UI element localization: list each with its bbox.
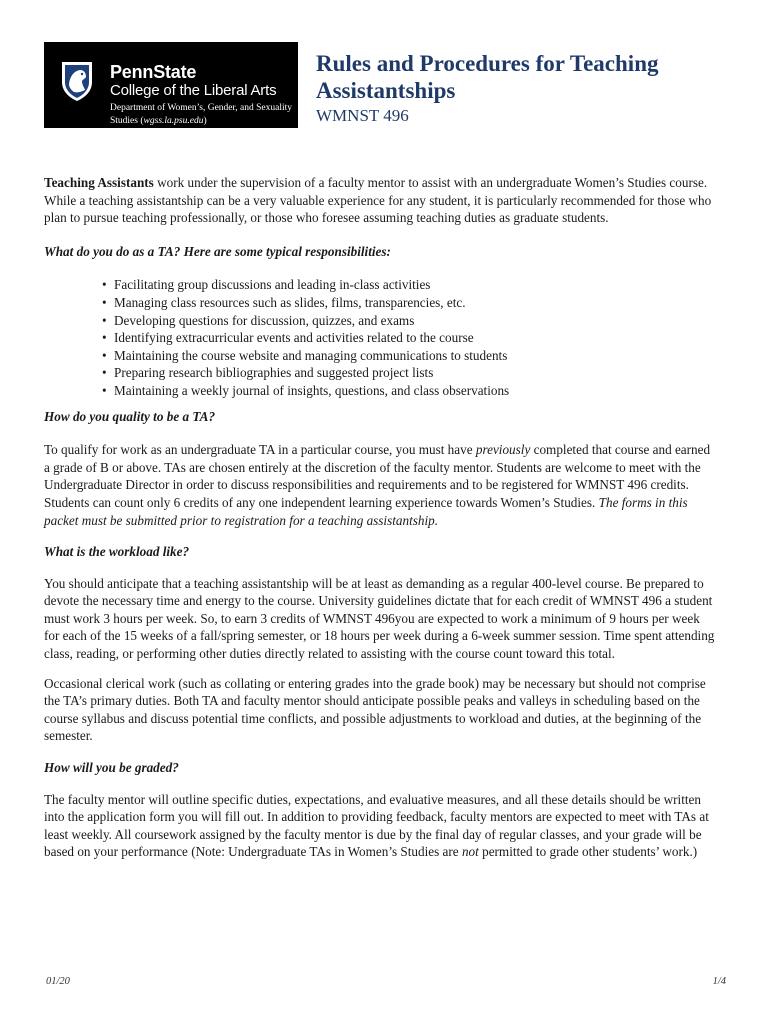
document-body [44,174,716,861]
list-item: • Identifying extracurricular events and activities related to the course [114,329,716,347]
department-label: Department of Women’s, Gender, and Sexuality Studies [110,103,293,126]
page-number: 1/4 [712,976,726,987]
responsibilities-heading: What do you do as a TA? Here are some typical responsibilities: [44,243,391,259]
brand-name: PennState [110,62,197,82]
qualify-text-2: completed that course and earned a grade of B or above. TAs are chosen entirely at the discretion of the faculty mentor. Students are welcome to meet with the Undergraduate Director in order to discuss responsibilities and requirements and to be registered for WMNST 496 credits. Students can count only 6 credits of any one independent learning experience towards Women’s Studies. [44,442,711,510]
list-item: • Managing class resources such as slides, films, transparencies, etc. [114,294,716,312]
list-item: • Maintaining a weekly journal of insights, questions, and class observations [114,382,716,400]
course-code: WMNST 496 [316,106,409,125]
list-item: • Developing questions for discussion, quizzes, and exams [114,312,716,330]
intro-lead: Teaching Assistants [44,175,154,190]
footer-date: 01/20 [46,976,70,987]
graded-emphasis: not [461,844,479,860]
graded-text-2: permitted to grade other students’ work.) [478,844,698,860]
page-title: Rules and Procedures for Teaching Assistantships [316,51,659,103]
list-item: • Facilitating group discussions and leading in-class activities [114,276,716,294]
qualify-paragraph [44,441,716,529]
workload-paragraph-1: You should anticipate that a teaching assistantship will be at least as demanding as a regular 400-level course. Be prepared to devote the necessary time and energy to the course. University guidelines dictate that for each credit of WMNST 496 a student must work 3 hours per week. So, to earn 3 credits of WMNST 496you are expected to work a minimum of 9 hours per week for each of the 15 weeks of a fall/spring semester, or 18 hours per week during a 6-week summer session. Time spent attending class, reading, or performing other duties directly related to assisting with the course count toward this total. [44,575,715,662]
college-name: College of the Liberal Arts [110,82,277,99]
department-url: wgss.la.psu.edu [143,115,204,126]
intro-text: work under the supervision of a faculty mentor to assist with an undergraduate Women’s Studies course. While a teaching assistantship can be a very valuable experience for any student, it is particularly recommended for those who plan to pursue teaching professionally, or those who foresee assuming teaching duties as graduate students. [44,175,712,226]
graded-paragraph [44,791,716,861]
intro-paragraph [44,174,716,227]
list-item: • Preparing research bibliographies and suggested project lists [114,364,716,382]
workload-heading: What is the workload like? [44,544,190,560]
psu-logo-block [44,42,298,128]
nittany-lion-shield-icon [60,60,94,102]
qualify-heading: How do you quality to be a TA? [44,408,216,424]
qualify-text-1: To qualify for work as an undergraduate TA in a particular course, you must have [44,442,476,458]
workload-paragraph-2: Occasional clerical work (such as collating or entering grades into the grade book) may be necessary but should not comprise the TA’s primary duties. Both TA and faculty mentor should anticipate possible peaks and valleys in scheduling based on the course syllabus and discuss potential time conflicts, and possible adjustments to workload and duties, at the beginning of the semester. [44,675,706,744]
graded-text-1: The faculty mentor will outline specific duties, expectations, and evaluative measures, and all these details should be written into the application form you will fill out. In addition to providing feedback, faculty mentors are expected to meet with TAs at least weekly. All coursework assigned by the faculty mentor is due by the final day of regular classes, and your grade will be based on your performance (Note: Undergraduate TAs in Women’s Studies are [44,791,709,860]
list-item: • Maintaining the course website and managing communications to students [114,347,716,365]
qualify-italic-note: The forms in this packet must be submitted prior to registration for a teaching assistantship. [44,494,688,528]
qualify-emphasis: previously [475,442,531,458]
responsibilities-list [44,276,716,399]
department-name: Department of Women’s, Gender, and Sexuality Studies (wgss.la.psu.edu) [110,103,293,126]
graded-heading: How will you be graded? [44,760,179,776]
